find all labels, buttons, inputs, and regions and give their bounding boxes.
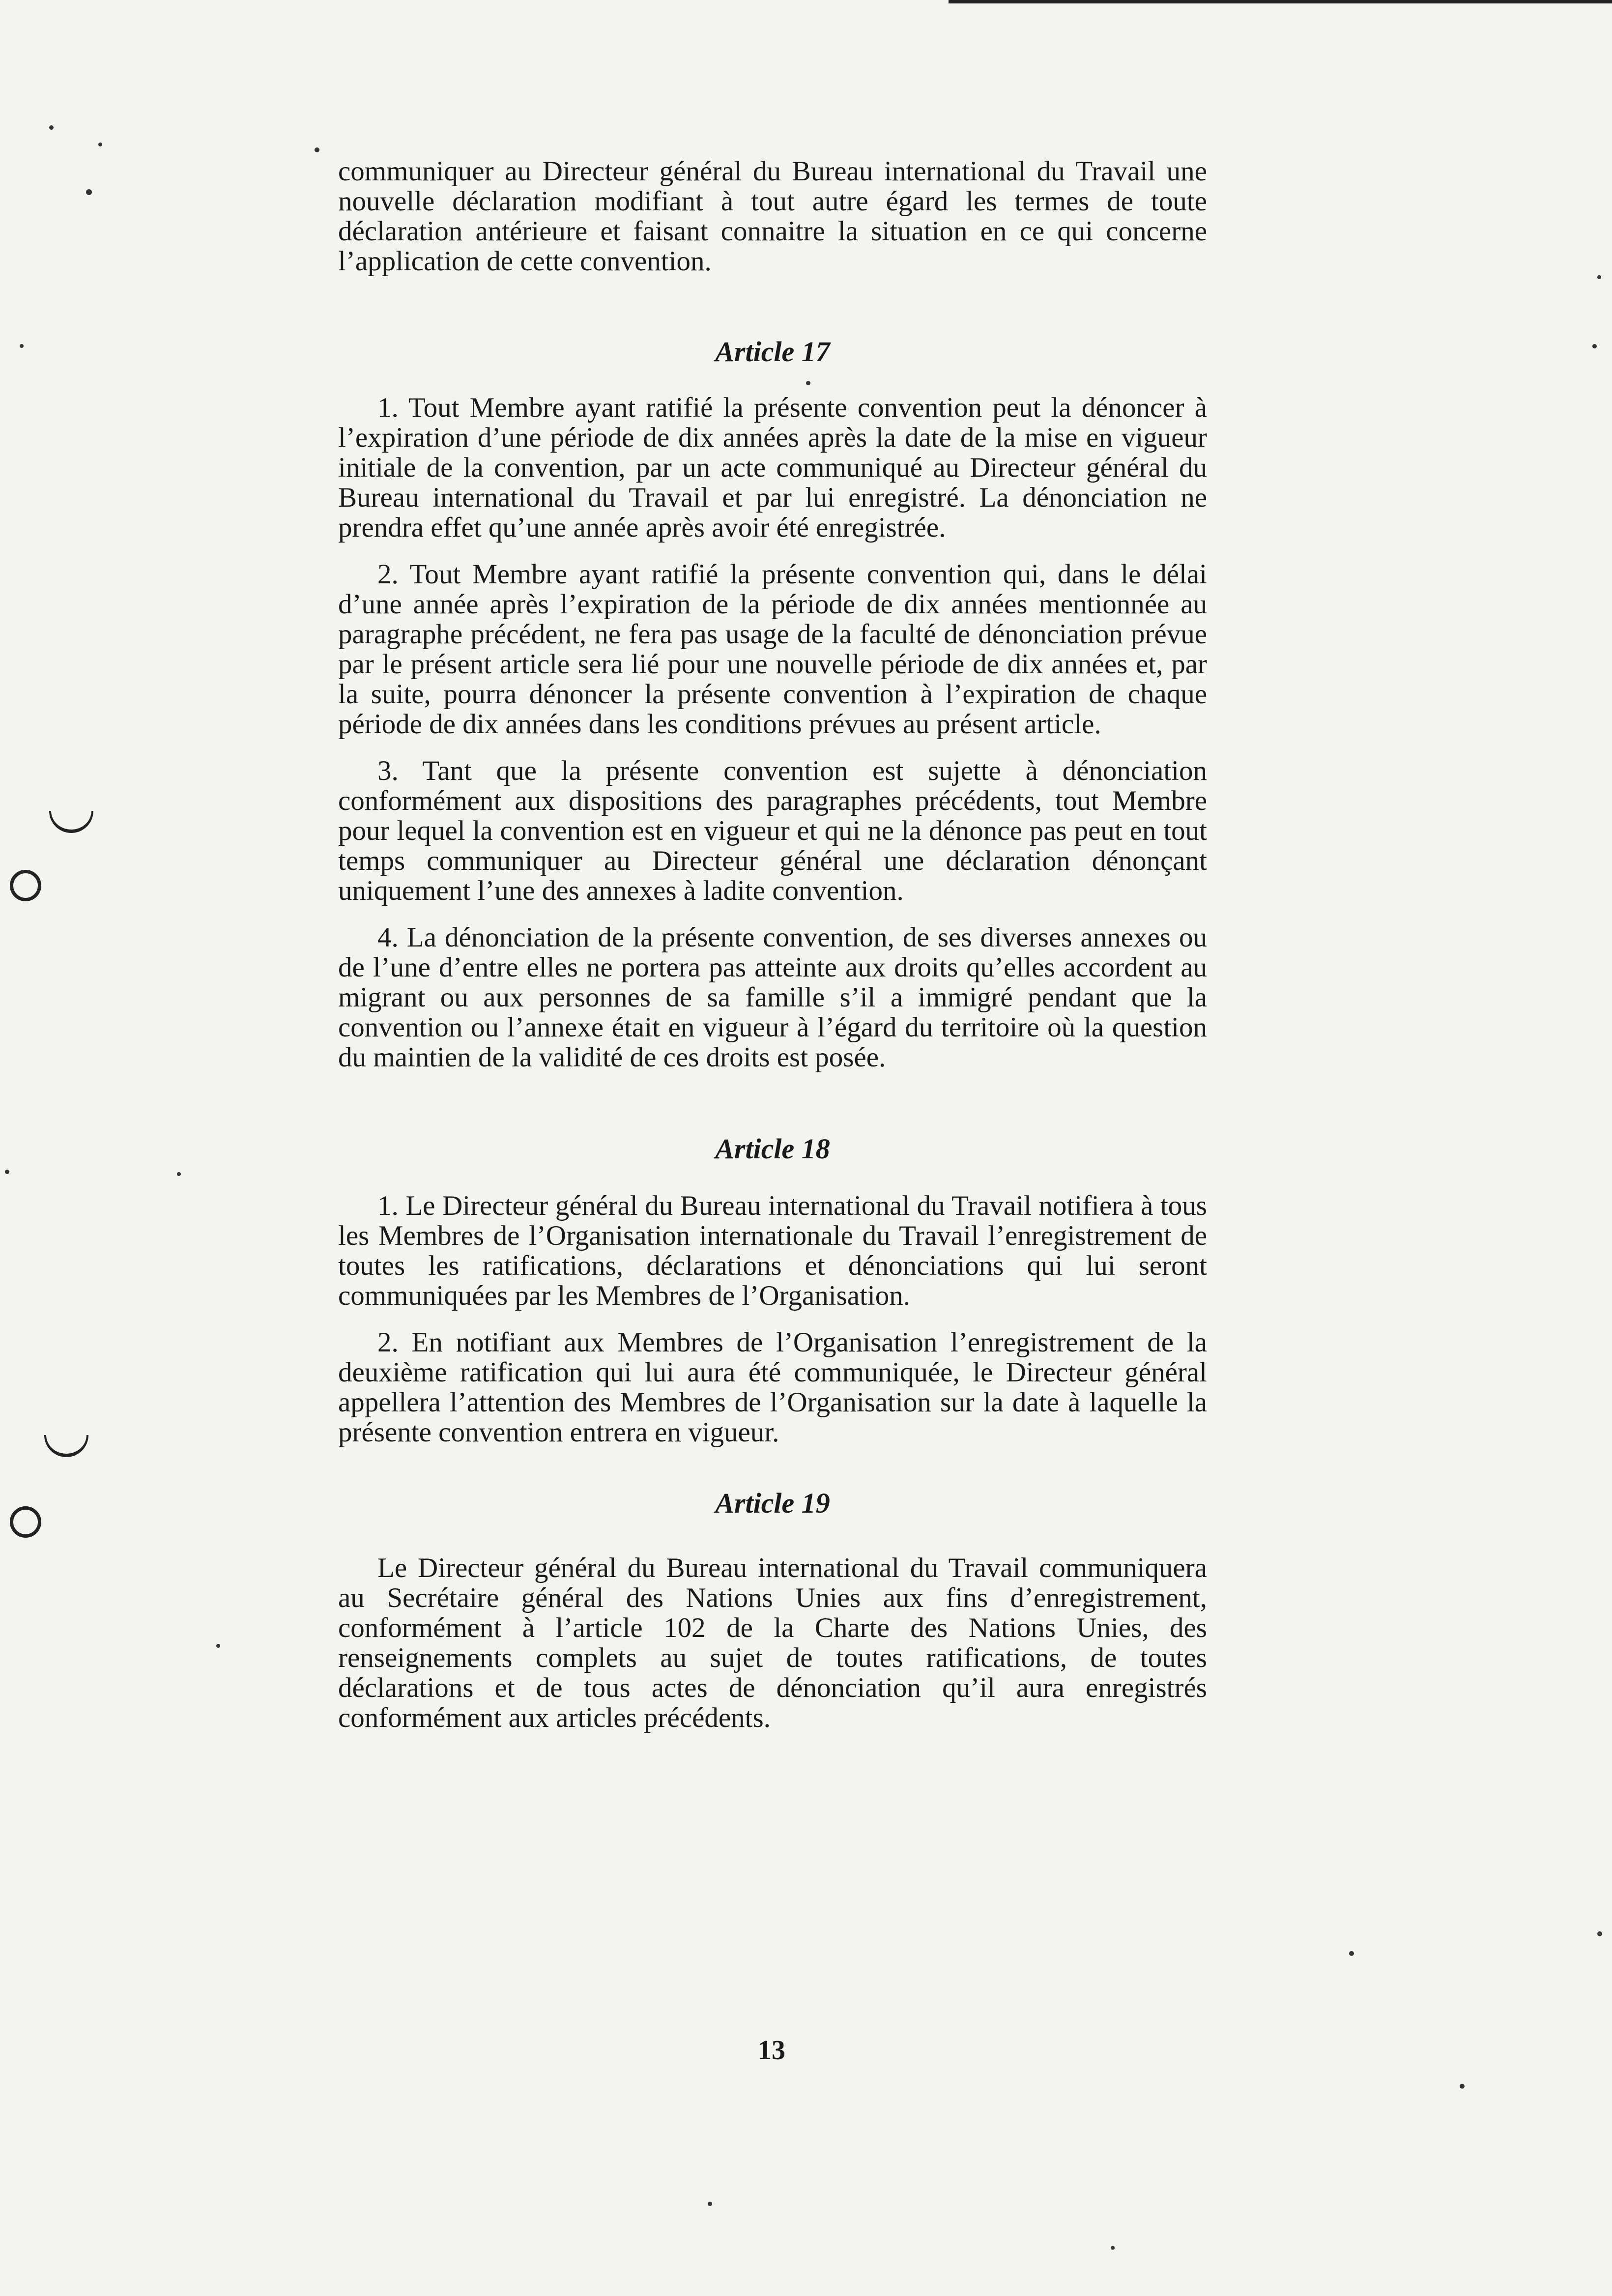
- article-17-paragraph-1: 1. Tout Membre ayant ratifié la présente convention peut la dénoncer à l’expiration d’une période de dix années après la date de la mise en vigueur initiale de la convention, par un acte communiqué au Directeur général du Bureau international du Travail et par lui enregistré. La dénonciation ne prendra effet qu’une année après avoir été enregistrée.: [338, 392, 1207, 543]
- scan-speck: [177, 1172, 181, 1176]
- article-19-paragraph-1: Le Directeur général du Bureau international du Travail communiquera au Secrétaire général des Nations Unies aux fins d’enregistrement, conformément à l’article 102 de la Charte des Nations Unies, des renseignements complets au sujet de toutes ratifications, de toutes déclarations et de tous actes de dénonciation qu’il aura enregistrés conformément aux articles précédents.: [338, 1552, 1207, 1733]
- scan-speck: [1111, 2246, 1115, 2250]
- article-18-heading: Article 18: [715, 1133, 830, 1165]
- binder-hole-arc-lower: [44, 1435, 88, 1457]
- article-17-paragraph-3: 3. Tant que la présente convention est sujette à dénonciation conformément aux dispositions des paragraphes précédents, tout Membre pour lequel la convention est en vigueur et qui ne la dénonce pas peut en tout temps communiquer au Directeur général une déclaration dénonçant uniquement l’une des annexes à ladite convention.: [338, 755, 1207, 906]
- top-edge-rule: [949, 0, 1612, 3]
- binder-hole-lower: [10, 1506, 41, 1538]
- binder-hole-upper: [10, 870, 41, 901]
- page-number: 13: [758, 2035, 785, 2066]
- scan-speck: [1597, 1931, 1602, 1936]
- article-17-heading: Article 17: [715, 336, 830, 368]
- scan-speck: [1597, 275, 1601, 279]
- scan-speck: [216, 1644, 220, 1648]
- scan-speck: [98, 143, 102, 146]
- intro-paragraph: communiquer au Directeur général du Bureau international du Travail une nouvelle déclaration modifiant à tout autre égard les termes de toute déclaration antérieure et faisant connaitre la situation en ce qui concerne l’application de cette convention.: [338, 156, 1207, 277]
- scan-speck: [1592, 344, 1597, 348]
- article-18-paragraph-2: 2. En notifiant aux Membres de l’Organisation l’enregistrement de la deuxième ratification qui lui aura été communiquée, le Directeur général appellera l’attention des Membres de l’Organisation sur la date à laquelle la présente convention entrera en vigueur.: [338, 1327, 1207, 1448]
- article-17-paragraph-2: 2. Tout Membre ayant ratifié la présente convention qui, dans le délai d’une année après l’expiration de la période de dix années mentionnée au paragraphe précédent, ne fera pas usage de la faculté de dénonciation prévue par le présent article sera lié pour une nouvelle période de dix années et, par la suite, pourra dénoncer la présente convention à l’expiration de chaque période de dix années dans les conditions prévues au présent article.: [338, 559, 1207, 740]
- scan-speck: [1349, 1951, 1354, 1956]
- article-19: [338, 1487, 1207, 1733]
- scan-speck: [315, 147, 319, 152]
- article-18: [338, 1132, 1207, 1447]
- scan-speck: [5, 1170, 9, 1174]
- document-body: [338, 156, 1207, 1733]
- scan-speck: [49, 125, 54, 130]
- article-17: [338, 335, 1207, 1072]
- scan-speck: [708, 2202, 712, 2206]
- binder-hole-arc-upper: [49, 811, 93, 833]
- scan-speck: [1460, 2084, 1465, 2089]
- scan-speck: [20, 344, 24, 348]
- article-19-heading: Article 19: [715, 1487, 830, 1519]
- article-18-paragraph-1: 1. Le Directeur général du Bureau international du Travail notifiera à tous les Membres de l’Organisation internationale du Travail l’enregistrement de toutes les ratifications, déclarations et dénonciations qui lui seront communiquées par les Membres de l’Organisation.: [338, 1190, 1207, 1311]
- scan-speck: [86, 189, 92, 195]
- article-17-paragraph-4: 4. La dénonciation de la présente convention, de ses diverses annexes ou de l’une d’entre elles ne portera pas atteinte aux droits qu’elles accordent au migrant ou aux personnes de sa famille s’il a immigré pendant que la convention ou l’annexe était en vigueur à l’égard du territoire où la question du maintien de la validité de ces droits est posée.: [338, 922, 1207, 1073]
